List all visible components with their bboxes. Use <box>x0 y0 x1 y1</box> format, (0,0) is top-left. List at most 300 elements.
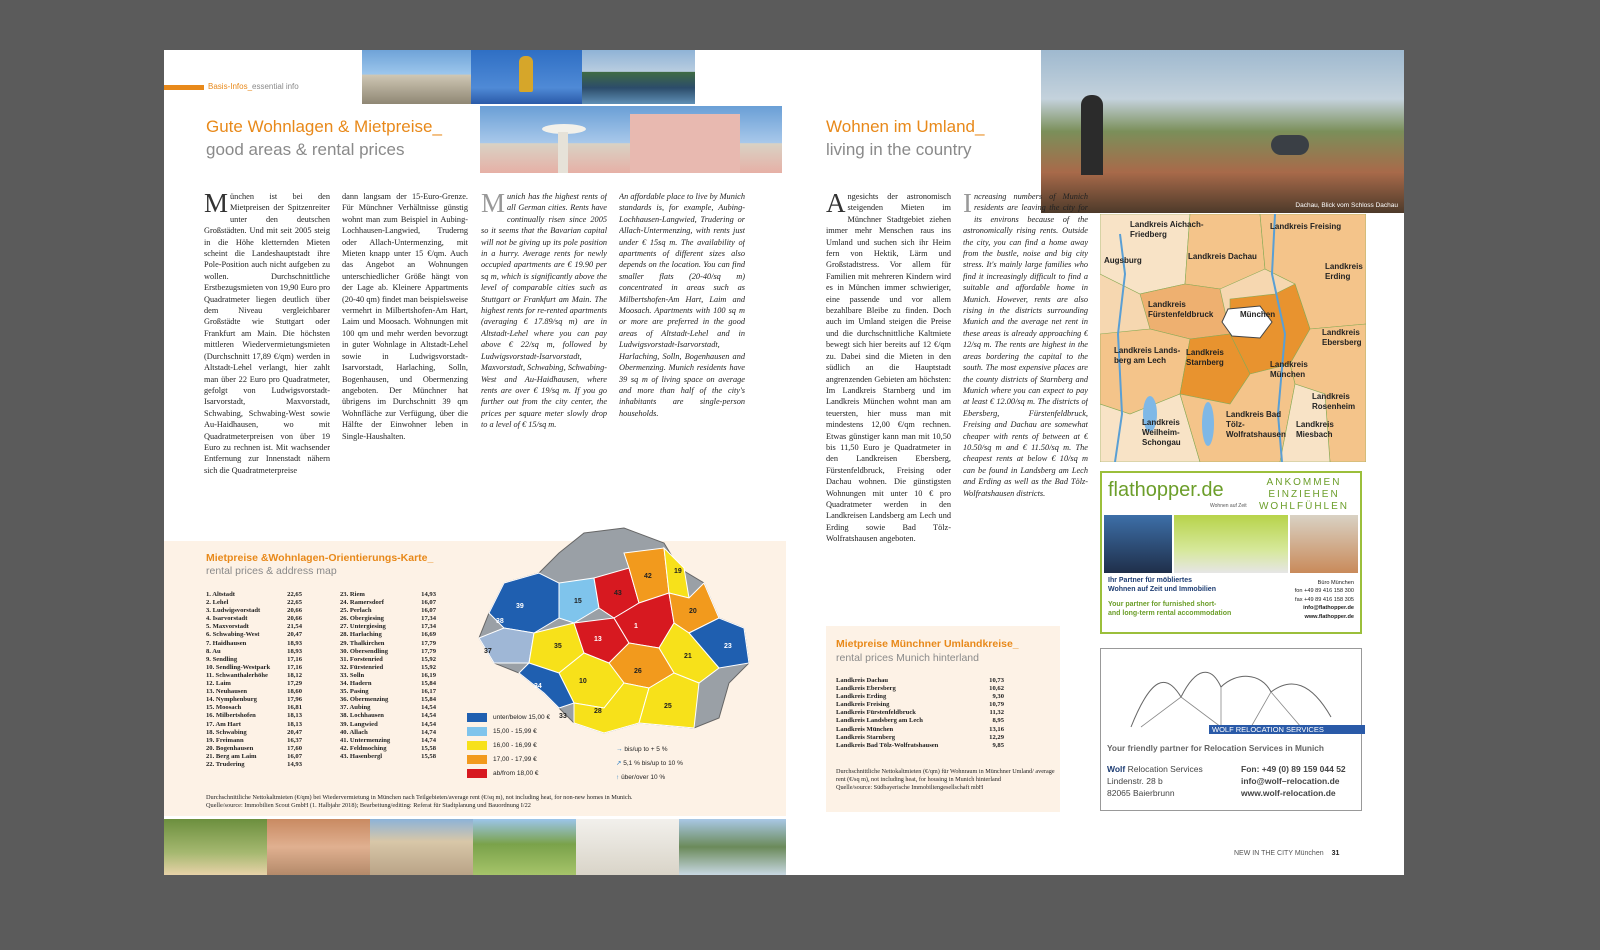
wolf-contact <box>1241 763 1346 799</box>
row-label: 7. Haidhausen <box>206 639 247 647</box>
table-row <box>206 672 302 680</box>
table-row <box>340 599 436 607</box>
ad-text-line: Your partner for furnished short- <box>1108 601 1217 608</box>
table-row <box>340 607 436 615</box>
svg-text:38: 38 <box>496 618 504 625</box>
row-label: 9. Sendling <box>206 655 238 663</box>
row-label: Landkreis Dachau <box>836 677 889 684</box>
table-row <box>836 742 1004 750</box>
region-label: Landkreis Ebersberg <box>1322 328 1362 347</box>
row-label: 1. Altstadt <box>206 591 235 598</box>
row-label: 3. Ludwigsvorstadt <box>206 607 261 615</box>
table-row <box>340 672 436 680</box>
page-title: Gute Wohnlagen & Mietpreise_ <box>206 117 442 136</box>
map-note <box>206 794 766 810</box>
wolf-address <box>1107 763 1203 799</box>
row-value: 14,93 <box>421 591 436 598</box>
svg-text:21: 21 <box>684 653 692 660</box>
map-subtitle: rental prices & address map <box>206 565 337 577</box>
row-label: Landkreis Freising <box>836 701 890 709</box>
region-label: Landkreis Dachau <box>1188 252 1257 261</box>
table-row <box>206 680 302 688</box>
table-row <box>206 737 302 745</box>
table-row <box>836 701 1004 709</box>
photo-facade <box>576 819 679 875</box>
wolf-city: 82065 Baierbrunn <box>1107 788 1175 798</box>
wolf-logo-text: WOLF RELOCATION SERVICES <box>1209 725 1365 734</box>
table-row <box>206 745 302 753</box>
svg-text:37: 37 <box>484 648 492 655</box>
row-value: 14,54 <box>421 720 436 728</box>
row-label: 15. Moosach <box>206 704 242 712</box>
row-label: Landkreis München <box>836 725 894 733</box>
photo-english-garden <box>473 819 576 875</box>
row-label: 40. Allach <box>340 728 368 736</box>
row-value: 15,84 <box>421 680 436 688</box>
row-value: 16,07 <box>421 599 436 607</box>
row-label: 33. Solln <box>340 671 365 679</box>
map-source: Quelle/source: Immobilien Scout GmbH (1. Halbjahr 2018); Bearbeitung/editing: Referat für Stadtplanung und Bauordnung I/22 <box>206 802 531 809</box>
row-value: 16,07 <box>287 752 302 760</box>
svg-text:26: 26 <box>634 668 642 675</box>
row-value: 9,30 <box>992 693 1004 701</box>
photo-river <box>582 50 695 104</box>
row-label: 37. Aubing <box>340 704 371 712</box>
table-row <box>340 745 436 753</box>
table-row <box>206 648 302 656</box>
svg-text:15: 15 <box>574 598 582 605</box>
photo-propylaea <box>362 50 471 104</box>
row-value: 18,12 <box>287 671 302 679</box>
row-value: 18,13 <box>287 720 302 728</box>
region-label: München <box>1240 310 1276 319</box>
legend-swatch <box>467 769 487 778</box>
svg-text:34: 34 <box>534 683 542 690</box>
table-row <box>206 615 302 623</box>
munich-district-map <box>464 523 764 743</box>
trend-item <box>616 771 736 785</box>
table-row <box>340 704 436 712</box>
row-value: 17,34 <box>421 623 436 631</box>
legend-item <box>467 753 577 767</box>
wolf-website[interactable]: www.wolf-relocation.de <box>1241 788 1336 798</box>
region-label: Landkreis Aichach-Friedberg <box>1130 220 1204 239</box>
row-value: 22,65 <box>287 591 302 598</box>
dropcap: M <box>204 191 229 218</box>
trend-label: 5,1 % bis/up to 10 % <box>623 760 683 767</box>
ad-photo-livingroom <box>1174 515 1288 573</box>
trend-label: bis/up to + 5 % <box>624 746 668 753</box>
legend-swatch <box>467 741 487 750</box>
rental-map-box <box>164 541 786 816</box>
page-footer <box>1234 850 1339 857</box>
row-label: Landkreis Bad Tölz-Wolfratshausen <box>836 741 939 749</box>
region-label: Landkreis München <box>1270 360 1308 379</box>
table-row <box>206 591 302 599</box>
page-number: 31 <box>1331 850 1340 857</box>
row-value: 15,92 <box>421 655 436 663</box>
row-label: 2. Lehel <box>206 599 229 607</box>
row-value: 18,93 <box>287 639 302 647</box>
region-label: Landkreis Rosenheim <box>1312 392 1356 411</box>
footer-city: München <box>1294 850 1324 857</box>
row-value: 15,84 <box>421 696 436 704</box>
row-value: 15,58 <box>421 744 436 752</box>
contact-office: Büro München <box>1317 580 1354 586</box>
map-note-text: Durchschnittliche Nettokaltmieten (€/qm) bei Wiedervermietung in München nach Teilgebieten/average rent (€/sq m), not including heat, for non-new homes in Munich. <box>206 794 633 801</box>
svg-text:42: 42 <box>644 573 652 580</box>
row-label: 42. Feldmoching <box>340 744 387 752</box>
row-value: 17,34 <box>421 615 436 623</box>
footer-magazine: NEW IN THE CITY <box>1234 850 1293 857</box>
row-value: 13,16 <box>989 725 1004 733</box>
row-value: 16,17 <box>421 688 436 696</box>
legend-item <box>467 725 577 739</box>
flathopper-logo: flathopper.de <box>1108 479 1224 501</box>
row-label: 22. Trudering <box>206 760 245 768</box>
region-label: Landkreis Lands-berg am Lech <box>1114 346 1181 365</box>
row-value: 20,66 <box>287 615 302 623</box>
table-row <box>340 753 436 761</box>
umland-subtitle: rental prices Munich hinterland <box>836 652 979 664</box>
district-table-a <box>206 591 302 769</box>
trend-legend <box>616 743 736 785</box>
row-label: Landkreis Ebersberg <box>836 685 896 693</box>
row-label: 21. Berg am Laim <box>206 752 257 760</box>
wolf-phone[interactable]: Fon: +49 (0) 89 159 044 52 <box>1241 764 1346 774</box>
text-column-en-1: Munich has the highest rents of all German cities. Rents have continually risen since 2005 so it seems that the Bavarian capital will not be giving up its pole position in a hurry. Average rents for newly occupied apartments are € 19.90 per sq m, which is significantly above the level of comparable cities such as Stuttgart or Frankfurt am Main. The highest rents for re-rented apartments (averaging € 17.89/sq m) are in Altstadt-Lehel where you can pay above € 22/sq m, followed by Ludwigsvorstadt-Isarvorstadt, Maxvorstadt, Schwabing, Schwabing-West and Au-Haidhausen, where rents are over € 19/sq m. If you go further out from the city center, the prices per square meter slowly drop to a level of € 15/sq m. <box>481 191 607 430</box>
svg-text:13: 13 <box>594 636 602 643</box>
text-column-en: Increasing numbers of Munich residents are leaving the city for its environs because of the astronomically rising rents. Outside the city, you can find a home away from the bustle, noise and big city stress. It's mainly large families who find it increasingly difficult to find a suitable and affordable home in Munich. However, rents are also rising in the districts surrounding Munich and the average net rent in these areas is already approaching € 12/sq m. The rents are highest in the areas bordering the capital to the south. The most expensive places are the county districts of Starnberg and Munich where you can expect to pay at least € 12.00/sq m. The districts of Ebersberg, Fürstenfeldbruck, Freising and Dachau are somewhat cheaper with rents of between at € 10.50/sq m and € 11.50/sq m. The cheapest rents at below € 10/sq m can be found in Landsberg am Lech and Erding as well as the Bad Tölz-Wolfratshausen districts. <box>963 191 1088 498</box>
table-row <box>206 688 302 696</box>
row-value: 16,69 <box>421 631 436 639</box>
table-row <box>340 591 436 599</box>
row-label: Landkreis Landsberg am Lech <box>836 717 923 725</box>
row-label: 36. Obermenzing <box>340 696 389 704</box>
row-value: 18,13 <box>287 712 302 720</box>
row-value: 10,79 <box>989 701 1004 709</box>
row-label: 29. Thalkirchen <box>340 639 385 647</box>
trend-label: über/over 10 % <box>621 774 666 781</box>
wolf-name-bold: Wolf <box>1107 764 1126 774</box>
table-row <box>206 623 302 631</box>
row-value: 14,74 <box>421 736 436 744</box>
table-row <box>206 599 302 607</box>
row-label: 20. Bogenhausen <box>206 744 254 752</box>
umland-note-text: Durchschnittliche Nettokaltmieten (€/qm) für Wohnraum in Münchner Umland/ average rent (€/sq m), not including heat, for housing in Munich hinterland <box>836 768 1055 783</box>
table-row <box>340 729 436 737</box>
svg-text:39: 39 <box>516 603 524 610</box>
region-label: Landkreis Bad Tölz-Wolfratshausen <box>1226 410 1286 439</box>
table-row <box>340 664 436 672</box>
legend-swatch <box>467 755 487 764</box>
umland-title: Mietpreise Münchner Umlandkreise_ <box>836 638 1019 650</box>
row-value: 17,16 <box>287 663 302 671</box>
row-value: 18,60 <box>287 688 302 696</box>
flathopper-logo-sub: Wohnen auf Zeit <box>1210 503 1247 509</box>
region-label: Landkreis Freising <box>1270 222 1342 231</box>
table-row <box>340 640 436 648</box>
ad-flathopper[interactable] <box>1100 471 1362 634</box>
ad-photo-business <box>1104 515 1172 573</box>
table-row <box>206 712 302 720</box>
row-value: 16,07 <box>421 607 436 615</box>
table-row <box>836 693 1004 701</box>
table-row <box>340 696 436 704</box>
photo-fountain <box>267 819 370 875</box>
region-label: Landkreis Fürstenfeldbruck <box>1148 300 1214 319</box>
flathopper-contact <box>1272 579 1354 621</box>
table-row <box>836 726 1004 734</box>
row-label: 25. Perlach <box>340 607 372 615</box>
umland-box <box>826 626 1060 812</box>
table-row <box>836 677 1004 685</box>
row-value: 8,95 <box>992 717 1004 725</box>
row-label: 35. Pasing <box>340 688 369 696</box>
region-label: Landkreis Weilheim-Schongau <box>1142 418 1181 447</box>
row-label: 10. Sendling-Westpark <box>206 663 271 671</box>
row-label: 4. Isarvorstadt <box>206 615 248 623</box>
table-row <box>836 709 1004 717</box>
wolf-name-rest: Relocation Services <box>1125 764 1203 774</box>
region-label: Landkreis Miesbach <box>1296 420 1334 439</box>
svg-text:10: 10 <box>579 678 587 685</box>
slogan-line: EINZIEHEN <box>1268 489 1340 500</box>
row-value: 17,16 <box>287 655 302 663</box>
row-value: 14,54 <box>421 704 436 712</box>
row-value: 9,85 <box>992 741 1004 749</box>
slogan-line: ANKOMMEN <box>1266 477 1342 488</box>
row-value: 17,79 <box>421 639 436 647</box>
umland-source: Quelle/source: Südbayerische Immobiliengesellschaft mbH <box>836 783 984 791</box>
svg-text:33: 33 <box>559 713 567 720</box>
ad-photo-woman <box>1290 515 1358 573</box>
flathopper-slogan <box>1254 477 1354 513</box>
table-row <box>206 721 302 729</box>
ad-wolf-relocation[interactable] <box>1100 648 1362 811</box>
row-label: 27. Untergiesing <box>340 623 386 631</box>
row-label: 14. Nymphenburg <box>206 696 257 704</box>
row-label: 38. Lochhausen <box>340 712 384 720</box>
row-value: 11,32 <box>989 709 1004 717</box>
district-table-b <box>340 591 436 761</box>
text-column-de-2: dann langsam der 15-Euro-Grenze. Für Münchner Verhältnisse günstig wohnt man zum Beispiel in Aubing-Lochhausen-Langwied, Truderng oder Allach-Untermenzing, mit Mieten knapp unter 15 €/qm. Auch das Angebot an Wohnungen unterschiedlicher Größe hängt von der Lage ab. Kleinere Appartments (20-40 qm) findet man beispielsweise vermehrt in Milbertshofen-Am Hart, Laim und Moosach. Wohnungen mit 100 qm und mehr werden bevorzugt in guter Wohnlage in Altstadt-Lehel sowie in Ludwigsvorstadt-Isarvorstadt, Harlaching, Solln, Bogenhausen, und Obermenzing angeboten. Der Münchner hat übrigens im Durchschnitt 39 qm Wohnfläche zur Verfügung, über die Hälfte der Einwohner leben in Single-Haushalten. <box>342 192 468 441</box>
row-value: 17,96 <box>287 696 302 704</box>
page-subtitle: living in the country <box>826 140 972 159</box>
row-value: 22,65 <box>287 599 302 607</box>
row-label: 39. Langwied <box>340 720 378 728</box>
table-row <box>206 640 302 648</box>
trend-arrow-icon: → <box>616 746 625 753</box>
row-label: 28. Harlaching <box>340 631 382 639</box>
text-column-de-1: München ist bei den Mietpreisen der Spitzenreiter unter den deutschen Großstädten. Und mit seit 2005 steig in die Höhe kletternden Mieten scheint die Landeshauptstadt ihre Pole-Position auch nicht aufgeben zu wollen. Durchschnittliche Erstbezugsmieten von 19,90 Euro pro Quadratmeter liegen deutlich über dem Niveau vergleichbarer Großstädte wie Stuttgart oder Frankfurt am Main. Die höchsten mittleren Wiedervermietungsmieten (Durchschnitt 17,89 €/qm) werden in Altstadt-Lehel verlangt, hier zahlt man über 22 Euro pro Quadratmeter, gefolgt von Ludwigsvorstadt-Isarvorstadt, Maxvorstadt, Schwabing, Schwabing-West sowie Au-Haidhausen, wo mit Quadratmeterpreisen von über 19 Euro zu rechnen ist. Mit wachsender Entfernung zur Innenstadt nähern sich die Quadratmeterpreise <box>204 191 330 475</box>
table-row <box>206 607 302 615</box>
row-label: 5. Maxvorstadt <box>206 623 249 631</box>
svg-text:20: 20 <box>689 608 697 615</box>
legend-item <box>467 739 577 753</box>
svg-text:35: 35 <box>554 643 562 650</box>
table-row <box>206 704 302 712</box>
row-label: 41. Untermenzing <box>340 736 391 744</box>
row-value: 10,62 <box>989 685 1004 693</box>
legend-item <box>467 711 577 725</box>
section-bar <box>164 85 204 90</box>
right-page <box>786 50 1404 875</box>
dropcap: M <box>481 191 506 218</box>
svg-text:28: 28 <box>594 708 602 715</box>
row-value: 14,74 <box>421 728 436 736</box>
price-legend <box>467 711 577 781</box>
ad-text-line: and long-term rental accommodation <box>1108 609 1232 617</box>
row-label: 18. Schwabing <box>206 728 247 736</box>
wolf-name <box>1107 763 1203 775</box>
table-row <box>206 631 302 639</box>
row-label: 23. Riem <box>340 591 365 598</box>
table-row <box>340 656 436 664</box>
trend-arrow-icon: ↗ <box>616 760 624 767</box>
row-value: 17,60 <box>287 744 302 752</box>
ad-text-line: Ihr Partner für möbliertes <box>1108 577 1193 584</box>
photo-fountain-buildings <box>480 106 782 173</box>
row-label: Landkreis Erding <box>836 693 887 701</box>
region-label: Augsburg <box>1104 256 1142 265</box>
trend-item <box>616 757 736 771</box>
legend-label: 17,00 - 17,99 € <box>493 756 537 763</box>
svg-text:23: 23 <box>724 643 732 650</box>
table-row <box>340 688 436 696</box>
table-row <box>340 737 436 745</box>
left-page <box>164 50 786 875</box>
row-value: 10,73 <box>989 677 1004 684</box>
table-row <box>206 761 302 769</box>
row-label: 11. Schwanthalerhöhe <box>206 671 268 679</box>
legend-label: unter/below 15,00 € <box>493 714 551 721</box>
photo-caption: Dachau, Blick vom Schloss Dachau <box>1295 202 1398 209</box>
page-subtitle: good areas & rental prices <box>206 140 405 159</box>
row-value: 20,47 <box>287 728 302 736</box>
row-value: 16,81 <box>287 704 302 712</box>
row-label: 13. Neuhausen <box>206 688 248 696</box>
row-value: 17,29 <box>287 680 302 688</box>
row-label: 30. Obersendling <box>340 647 388 655</box>
table-row <box>340 623 436 631</box>
wolf-email[interactable]: info@wolf–relocation.de <box>1241 776 1340 786</box>
trend-item <box>616 743 736 757</box>
row-value: 15,92 <box>421 663 436 671</box>
row-label: 8. Au <box>206 647 221 655</box>
table-row <box>340 712 436 720</box>
flathopper-en-text <box>1108 601 1231 618</box>
photo-dachau-view <box>1041 50 1404 213</box>
row-value: 16,37 <box>287 736 302 744</box>
row-label: Landkreis Fürstenfeldbruck <box>836 709 916 717</box>
row-value: 16,19 <box>421 671 436 679</box>
row-value: 17,79 <box>421 647 436 655</box>
contact-email[interactable]: info@flathopper.de <box>1303 605 1354 612</box>
text-column-de: Angesichts der astronomisch steigenden Mieten im Münchner Stadtgebiet ziehen immer mehr Menschen raus ins Umland und suchen sich ihr Heim fern von Hektik, Lärm und Großstadtstress. Vor allem für Familien mit mehreren Kindern wird es in München immer schwieriger, eine passende und vor allem bezahlbare Bleibe zu finden. Doch auch im Umland steigen die Preise und die durchschnittliche Kaltmiete bewegt sich hier bereits auf 12 €/qm zu. Dabei sind die Mieten in den südlich an die Hauptstadt angrenzenden Gebieten am höchsten: Im Landkreis Starnberg und im Landkreis München wohnt man am teuersten, hier muss man mit mindestens 12,00 €/qm rechnen. Etwas günstiger kann man mit 10,50 bis 11,50 Euro je Quadratmeter in den Landkreisen Ebersberg, Fürstenfeldbruck, Freising oder Dachau wohnen. Die günstigsten Wohnungen mit unter 10 € pro Quadratmeter werden in den Landkreisen Landsberg am Lech und Erding sowie Bad Tölz-Wolfratshausen angeboten. <box>826 191 951 544</box>
row-label: 24. Ramersdorf <box>340 599 384 607</box>
ad-text-line: Wohnen auf Zeit und Immobilien <box>1108 585 1216 593</box>
row-value: 12,29 <box>989 733 1004 741</box>
legend-swatch <box>467 713 487 722</box>
row-label: 16. Milbertshofen <box>206 712 256 720</box>
row-value: 15,58 <box>421 752 436 760</box>
svg-text:19: 19 <box>674 568 682 575</box>
region-label: Landkreis Starnberg <box>1186 348 1224 367</box>
dropcap: I <box>963 191 972 218</box>
legend-label: 16,00 - 16,99 € <box>493 742 537 749</box>
table-row <box>340 721 436 729</box>
row-label: 12. Laim <box>206 680 231 688</box>
photo-isar <box>679 819 786 875</box>
table-row <box>206 729 302 737</box>
contact-website[interactable]: www.flathopper.de <box>1304 613 1354 620</box>
wolf-street: Lindenstr. 28 b <box>1107 776 1163 786</box>
row-value: 20,47 <box>287 631 302 639</box>
contact-phone[interactable]: fon +49 89 416 158 300 <box>1294 588 1354 595</box>
row-label: 34. Hadern <box>340 680 372 688</box>
legend-label: 15,00 - 15,99 € <box>493 728 537 735</box>
text-column-en-2: An affordable place to live by Munich standards is, for example, Aubing-Lochhausen-Langwied, Trudering or Allach-Untermenzing, with rents just under € 15sq m. The availability of apartments of different sizes also depends on the location. You can find smaller flats (20-40/sq m) concentrated in areas such as Milbertshofen-Am Hart, Laim and Moosach. Apartments with 100 sq m or more are preferred in the good areas of Altstadt-Lehel and in Ludwigsvorstadt-Isarvorstadt, Harlaching, Solln, Bogenhausen and Obermenzing. Munich residents have 39 sq m of living space on average and more than half of the city's inhabitants are single-person households. <box>619 192 745 418</box>
table-row <box>206 656 302 664</box>
table-row <box>206 664 302 672</box>
legend-label: ab/from 18,00 € <box>493 770 539 777</box>
photo-park-people <box>164 819 267 875</box>
row-label: 32. Fürstenried <box>340 663 384 671</box>
trend-arrow-icon: ↑ <box>616 774 622 781</box>
wolf-tagline: Your friendly partner for Relocation Services in Munich <box>1107 743 1324 753</box>
table-row <box>836 734 1004 742</box>
legend-swatch <box>467 727 487 736</box>
section-tag: Basis-Infos_essential info <box>208 82 299 91</box>
table-row <box>206 753 302 761</box>
row-label: 26. Obergiesing <box>340 615 384 623</box>
svg-text:25: 25 <box>664 703 672 710</box>
row-label: 31. Forstenried <box>340 655 383 663</box>
table-row <box>340 631 436 639</box>
table-row <box>206 696 302 704</box>
svg-text:43: 43 <box>614 590 622 597</box>
table-row <box>340 615 436 623</box>
row-label: 6. Schwabing-West <box>206 631 260 639</box>
row-label: 17. Am Hart <box>206 720 241 728</box>
umland-table <box>836 677 1004 750</box>
region-label: Landkreis Erding <box>1325 262 1363 281</box>
dropcap: A <box>826 191 846 218</box>
page-title: Wohnen im Umland_ <box>826 117 985 136</box>
row-value: 14,54 <box>421 712 436 720</box>
row-value: 20,66 <box>287 607 302 615</box>
region-map <box>1100 214 1366 462</box>
svg-text:1: 1 <box>634 623 638 630</box>
row-value: 21,54 <box>287 623 302 631</box>
legend-item <box>467 767 577 781</box>
flathopper-de-text <box>1108 577 1216 594</box>
row-label: 19. Freimann <box>206 736 244 744</box>
table-row <box>340 680 436 688</box>
contact-fax: fax +49 89 416 158 305 <box>1295 596 1354 603</box>
map-title: Mietpreise &Wohnlagen-Orientierungs-Karte_ <box>206 552 434 564</box>
photo-city-gate <box>370 819 473 875</box>
umland-note <box>836 768 1056 791</box>
row-label: 43. Hasenbergl <box>340 752 383 760</box>
row-value: 18,93 <box>287 647 302 655</box>
row-value: 14,93 <box>287 760 302 768</box>
table-row <box>836 685 1004 693</box>
slogan-line: WOHLFÜHLEN <box>1258 501 1349 512</box>
photo-angel <box>471 50 582 104</box>
row-label: Landkreis Starnberg <box>836 733 896 741</box>
